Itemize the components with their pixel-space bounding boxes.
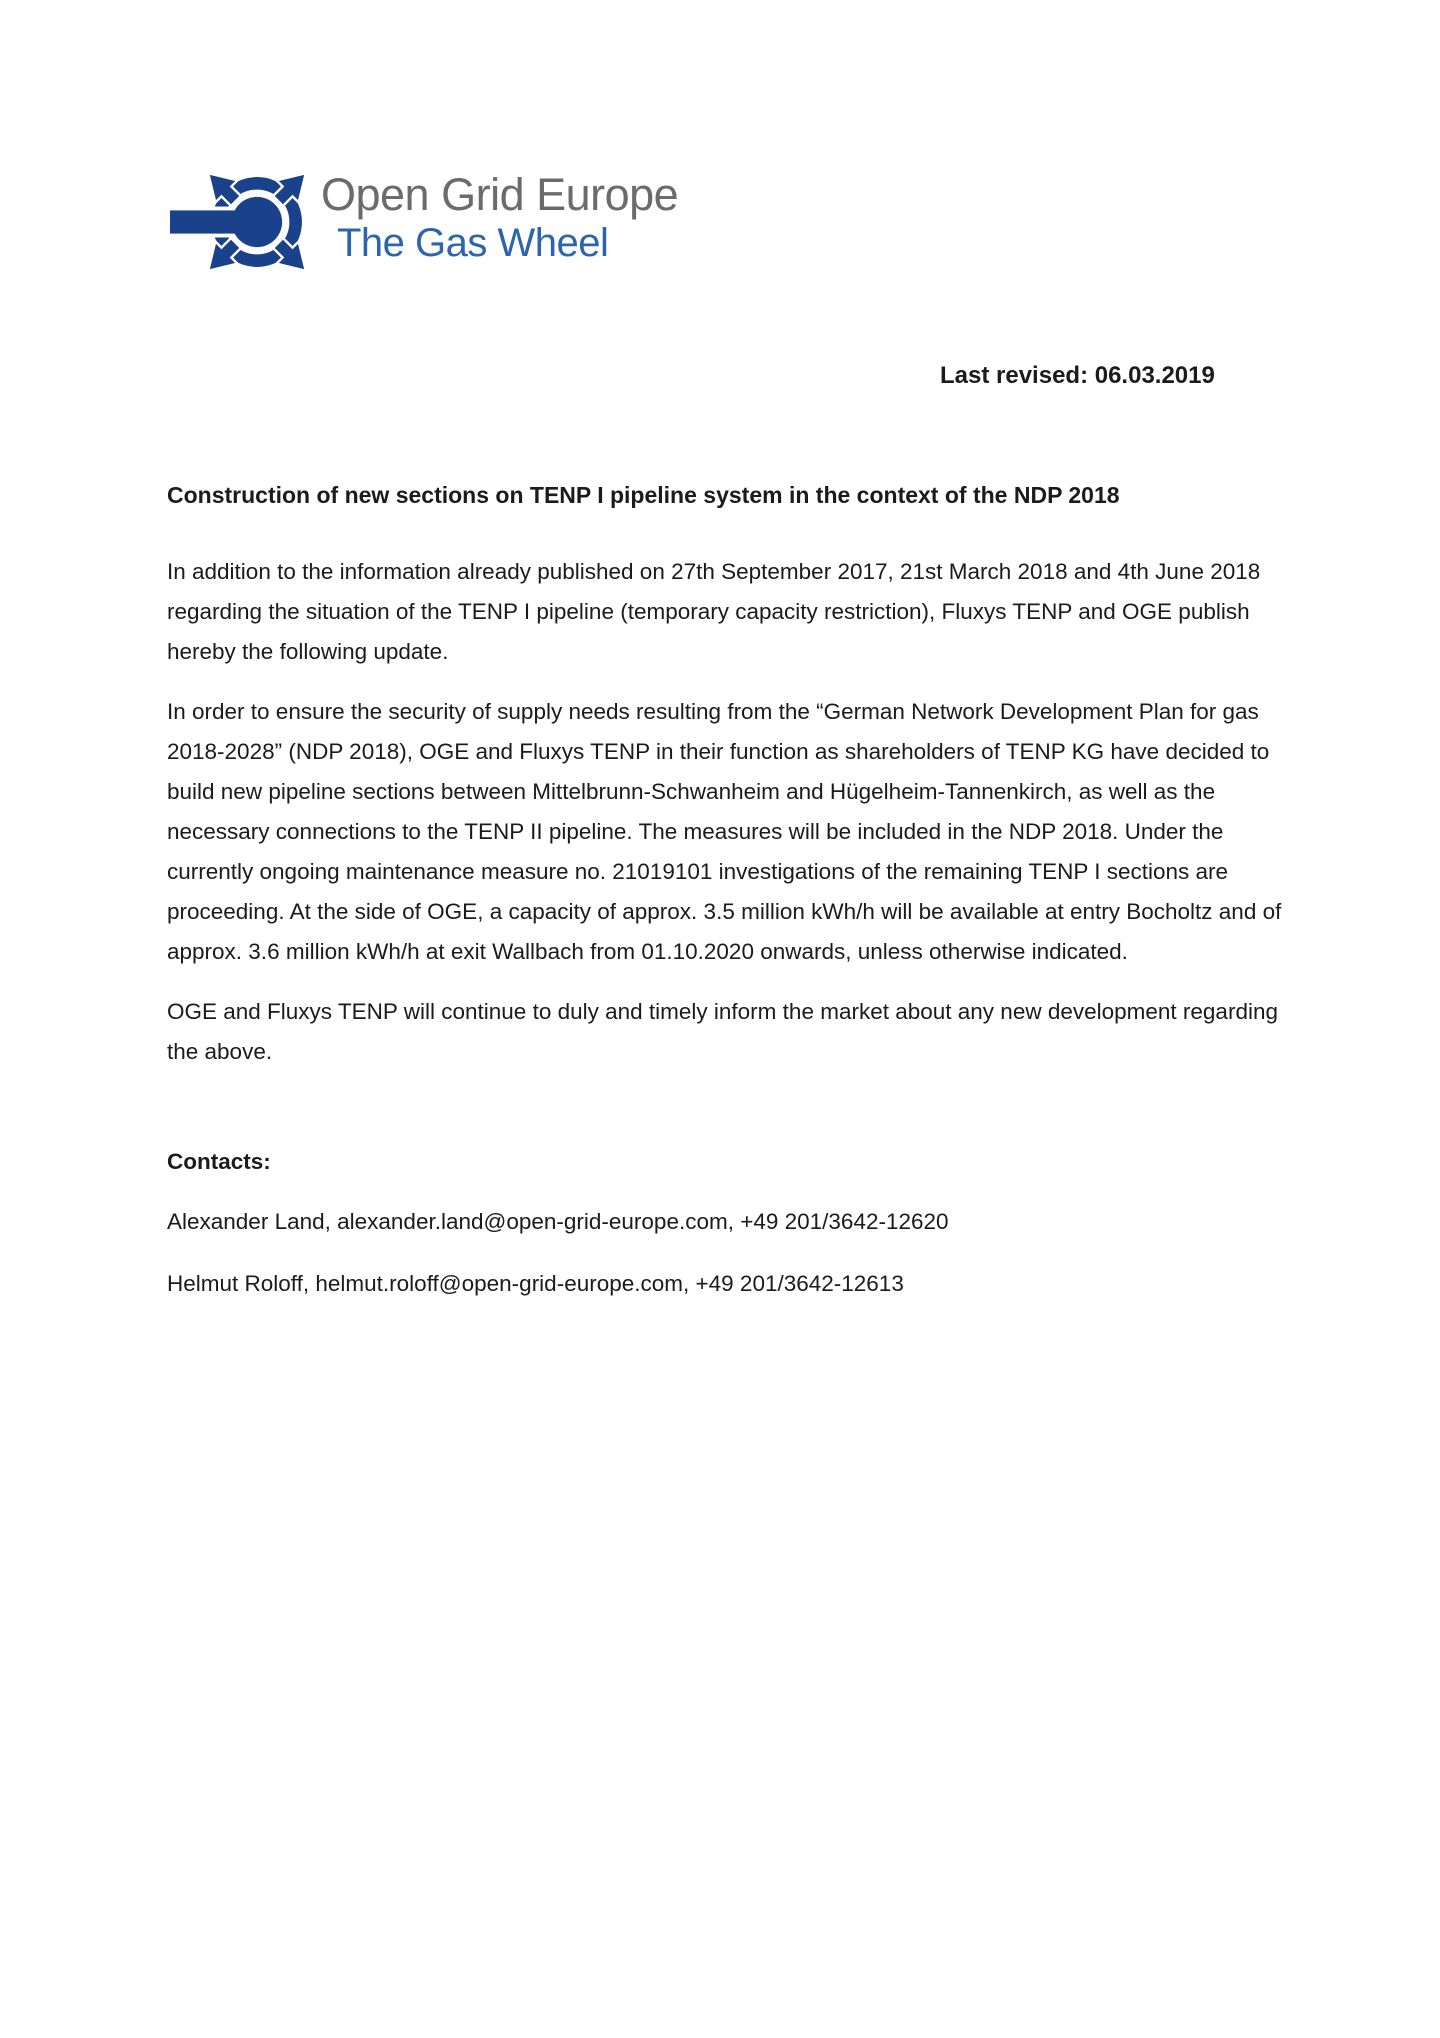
paragraph-measures: In order to ensure the security of supply needs resulting from the “German Network Development Plan for gas 2018-2028” (NDP 2018), OGE and Fluxys TENP in their function as shareholders of TENP KG have decided to build new pipeline sections between Mittelbrunn-Schwanheim and Hügelheim-Tannenkirch, as well as the necessary connections to the TENP II pipeline. The measures will be included in the NDP 2018. Under the currently ongoing maintenance measure no. 21019101 investigations of the remaining TENP I sections are proceeding. At the side of OGE, a capacity of approx. 3.5 million kWh/h will be available at entry Bocholtz and of approx. 3.6 million kWh/h at exit Wallbach from 01.10.2020 onwards, unless otherwise indicated.: [167, 699, 1282, 964]
contacts-heading: Contacts:: [167, 1149, 271, 1174]
gas-wheel-icon: [170, 158, 315, 286]
document-body: [167, 480, 1293, 1326]
paragraph-outlook: OGE and Fluxys TENP will continue to duly and timely inform the market about any new development regarding the above.: [167, 999, 1278, 1064]
logo-tagline-text: The Gas Wheel: [337, 221, 609, 265]
paragraph-intro: In addition to the information already published on 27th September 2017, 21st March 2018 and 4th June 2018 regarding the situation of the TENP I pipeline (temporary capacity restriction), Fluxys TENP and OGE publish hereby the following update.: [167, 559, 1261, 664]
contact-entry-alexander-land: Alexander Land, alexander.land@open-grid-europe.com, +49 201/3642-12620: [167, 1209, 949, 1234]
logo-text: [321, 169, 679, 265]
logo-brand-text: Open Grid Europe: [321, 169, 679, 220]
contact-entry-helmut-roloff: Helmut Roloff, helmut.roloff@open-grid-europe.com, +49 201/3642-12613: [167, 1271, 904, 1296]
logo: [170, 158, 678, 286]
document-title: Construction of new sections on TENP I pipeline system in the context of the NDP 2018: [167, 482, 1120, 508]
last-revised-label: Last revised: 06.03.2019: [940, 362, 1215, 389]
